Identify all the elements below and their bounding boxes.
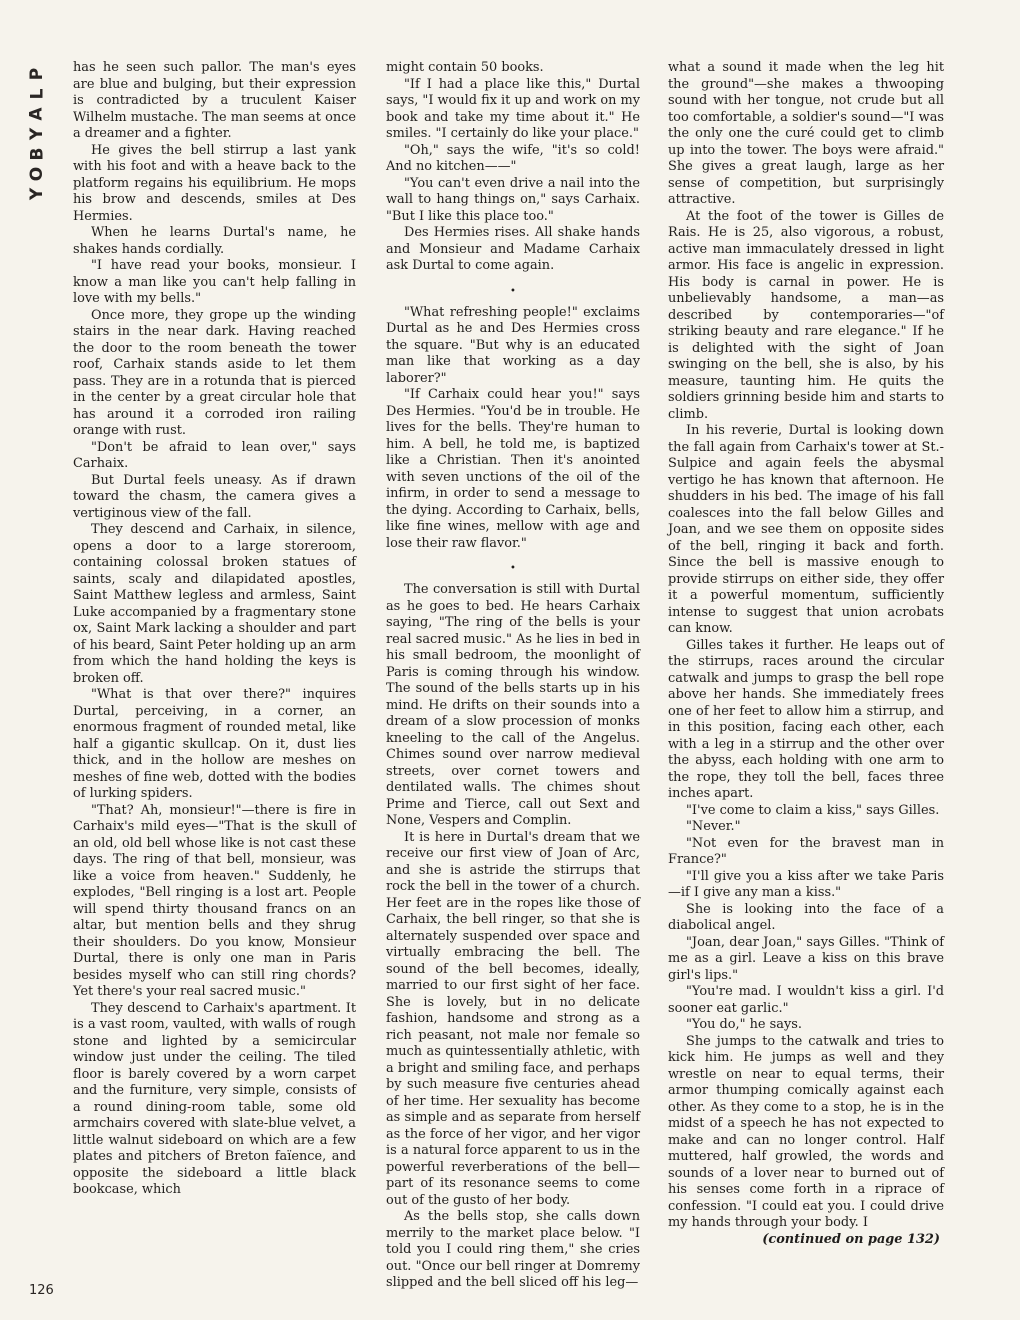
paragraph: "That? Ah, monsieur!"—there is fire in Carhaix's mild eyes—"That is the skull of an old, old bell whose like is not cast these days. The ring of that bell, monsieur, was like a voice from heaven." Suddenly, he explodes, "Bell ringing is a lost art. People will spend thirty thousand francs on an altar, but mention bells and they shrug their shoulders. Do you know, Monsieur Durtal, there is only one man in Paris besides myself who can still ring chords? Yet there's your real sacred music." bbox=[73, 802, 356, 999]
paragraph: Once more, they grope up the winding stairs in the near dark. Having reached the door to the room beneath the tower roof, Carhaix stands aside to let them pass. They are in a rotunda that is pierced in the center by a great circular hole that has around it a corroded iron railing orange with rust. bbox=[73, 307, 356, 438]
paragraph: But Durtal feels uneasy. As if drawn toward the chasm, the camera gives a vertiginous view of the fall. bbox=[73, 472, 356, 521]
paragraph: "Oh," says the wife, "it's so cold! And no kitchen——" bbox=[386, 142, 640, 174]
paragraph: "Never." bbox=[686, 819, 741, 834]
paragraph: She jumps to the catwalk and tries to kick him. He jumps as well and they wrestle on near to equal terms, their armor thumping comically against each other. As they come to a stop, he is in the midst of a speech he has not expected to make and can no longer control. Half muttered, half growled, the words and sounds of a lover near to burned out of his senses come forth in a riprace of confession. "I could eat you. I could drive my hands through your body. I bbox=[668, 1033, 944, 1230]
masthead-letter: Y bbox=[27, 187, 47, 201]
paragraph: As the bells stop, she calls down merrily to the market place below. "I told you I could ring them," she cries out. "Once our bell ringer at Domremy slipped and the bell sliced off his leg— bbox=[386, 1209, 640, 1290]
continued-note: (continued on page 132) bbox=[762, 1231, 940, 1247]
paragraph: "You do," he says. bbox=[686, 1017, 802, 1032]
masthead-letter: O bbox=[26, 166, 47, 182]
masthead-letter: P bbox=[27, 67, 47, 81]
paragraph: "I have read your books, monsieur. I know a man like you can't help falling in love with my bells." bbox=[73, 258, 356, 306]
column-2 bbox=[386, 60, 640, 1292]
column-3 bbox=[668, 60, 944, 1248]
paragraph: "What is that over there?" inquires Durtal, perceiving, in a corner, an enormous fragment of rounded metal, like half a gigantic skullcap. On it, dust lies thick, and in the hollow are meshes on meshes of fine web, dotted with the bodies of lurking spiders. bbox=[73, 687, 356, 801]
paragraph: what a sound it made when the leg hit the ground"—she makes a thwooping sound with her tongue, not crude but all too comfortable, a soldier's sound—"I was the only one the curé could get to climb up into the tower. The boys were afraid." She gives a great laugh, large as her sense of competition, but surprisingly attractive. bbox=[668, 60, 944, 207]
masthead-letter: A bbox=[26, 107, 47, 121]
paragraph: "Not even for the bravest man in France?" bbox=[668, 835, 944, 867]
paragraph: "You can't even drive a nail into the wall to hang things on," says Carhaix. "But I like this place too." bbox=[386, 175, 640, 224]
paragraph: "What refreshing people!" exclaims Durtal as he and Des Hermies cross the square. "But why is an educated man like that working as a day laborer?" bbox=[386, 304, 640, 386]
masthead-letter: Y bbox=[27, 127, 47, 141]
paragraph: "You're mad. I wouldn't kiss a girl. I'd sooner eat garlic." bbox=[668, 984, 944, 1016]
paragraph: has he seen such pallor. The man's eyes are blue and bulging, but their expression is contradicted by a truculent Kaiser Wilhelm mustache. The man seems at once a dreamer and a fighter. bbox=[73, 60, 356, 141]
paragraph: They descend and Carhaix, in silence, opens a door to a large storeroom, containing colossal broken statues of saints, scaly and dilapidated apostles, Saint Matthew legless and armless, Saint Luke accompanied by a fragmentary stone ox, Saint Mark lacking a shoulder and part of his beard, Saint Peter holding up an arm from which the hand holding the keys is broken off. bbox=[73, 522, 356, 686]
paragraph: "If I had a place like this," Durtal says, "I would fix it up and work on my book and take my time about it." He smiles. "I certainly do like your place." bbox=[386, 76, 640, 141]
masthead-letter: B bbox=[27, 147, 47, 161]
paragraph: "If Carhaix could hear you!" says Des Hermies. "You'd be in trouble. He lives for the bells. They're human to him. A bell, he told me, is baptized like a Christian. Then it's anointed with seven unctions of the oil of the infirm, in order to send a message to the dying. According to Carhaix, bells, like fine wines, mellow with age and lose their raw flavor." bbox=[386, 387, 640, 551]
paragraph: "Joan, dear Joan," says Gilles. "Think of me as a girl. Leave a kiss on this brave girl's lips." bbox=[668, 934, 944, 983]
paragraph: The conversation is still with Durtal as he goes to bed. He hears Carhaix saying, "The ring of the bells is your real sacred music." As he lies in bed in his small bedroom, the moonlight of Paris is coming through his window. The sound of the bells starts up in his mind. He drifts on their sounds into a dream of a slow procession of monks kneeling to the call of the Angelus. Chimes sound over narrow medieval streets, over cornet towers and dentilated walls. The chimes shout Prime and Tierce, call out Sext and None, Vespers and Complin. bbox=[386, 582, 640, 828]
paragraph: At the foot of the tower is Gilles de Rais. He is 25, also vigorous, a robust, active man immaculately dressed in light armor. His face is angelic in expression. His body is carnal in power. He is unbelievably handsome, a man—as described by contemporaries—"of striking beauty and rare elegance." If he is delighted with the sight of Joan swinging on the bell, she is also, by his measure, taunting him. He quits the soldiers grinning beside him and starts to climb. bbox=[668, 208, 944, 422]
paragraph: Gilles takes it further. He leaps out of the stirrups, races around the circular catwalk and jumps to grasp the bell rope above her hands. She immediately frees one of her feet to allow him a stirrup, and in this position, facing each other, each with a leg in a stirrup and the other over the abyss, each holding with one arm to the rope, they toll the bell, faces three inches apart. bbox=[668, 637, 944, 801]
paragraph: In his reverie, Durtal is looking down the fall again from Carhaix's tower at St.-Sulpice and again feels the abysmal vertigo he has known that afternoon. He shudders in his bed. The image of his fall coalesces into the fall below Gilles and Joan, and we see them on opposite sides of the bell, ringing it back and forth. Since the bell is massive enough to provide stirrups on either side, they offer it a powerful momentum, sufficiently intense to suggest that union acrobats can know. bbox=[668, 423, 944, 636]
section-divider: • bbox=[510, 563, 516, 574]
paragraph: When he learns Durtal's name, he shakes hands cordially. bbox=[73, 225, 356, 257]
paragraph: "I'll give you a kiss after we take Paris—if I give any man a kiss." bbox=[668, 868, 944, 900]
column-1 bbox=[73, 60, 356, 1199]
paragraph: They descend to Carhaix's apartment. It is a vast room, vaulted, with walls of rough stone and lighted by a semicircular window just under the ceiling. The tiled floor is barely covered by a worn carpet and the furniture, very simple, consists of a round dining-room table, some old armchairs covered with slate-blue velvet, a little walnut sideboard on which are a few plates and pitchers of Breton faïence, and opposite the sideboard a little black bookcase, which bbox=[73, 1000, 356, 1197]
paragraph: It is here in Durtal's dream that we receive our first view of Joan of Arc, and she is astride the stirrups that rock the bell in the tower of a church. Her feet are in the ropes like those of Carhaix, the bell ringer, so that she is alternately suspended over space and virtually embracing the bell. The sound of the bell becomes, ideally, married to our first sight of her face. She is lovely, but in no delicate fashion, handsome and strong as a rich peasant, not male nor female so much as quintessentially athletic, with a bright and smiling face, and perhaps by such measure five centuries ahead of her time. Her sexuality has become as simple and as separate from herself as the force of her vigor, and her vigor is a natural force apparent to us in the powerful reverberations of the bell—part of its resonance seems to come out of the gusto of her body. bbox=[386, 829, 640, 1208]
paragraph: Des Hermies rises. All shake hands and Monsieur and Madame Carhaix ask Durtal to come again. bbox=[386, 225, 640, 273]
page-number: 126 bbox=[29, 1283, 54, 1298]
paragraph: might contain 50 books. bbox=[386, 60, 544, 75]
masthead-letter: L bbox=[27, 88, 47, 100]
paragraph: "I've come to claim a kiss," says Gilles. bbox=[686, 802, 940, 818]
paragraph: She is looking into the face of a diabolical angel. bbox=[668, 901, 944, 933]
paragraph: "Don't be afraid to lean over," says Carhaix. bbox=[73, 439, 356, 471]
paragraph: He gives the bell stirrup a last yank with his foot and with a heave back to the platform regains his equilibrium. He mops his brow and descends, smiles at Des Hermies. bbox=[73, 142, 356, 224]
masthead bbox=[26, 64, 48, 204]
section-divider: • bbox=[510, 285, 516, 297]
